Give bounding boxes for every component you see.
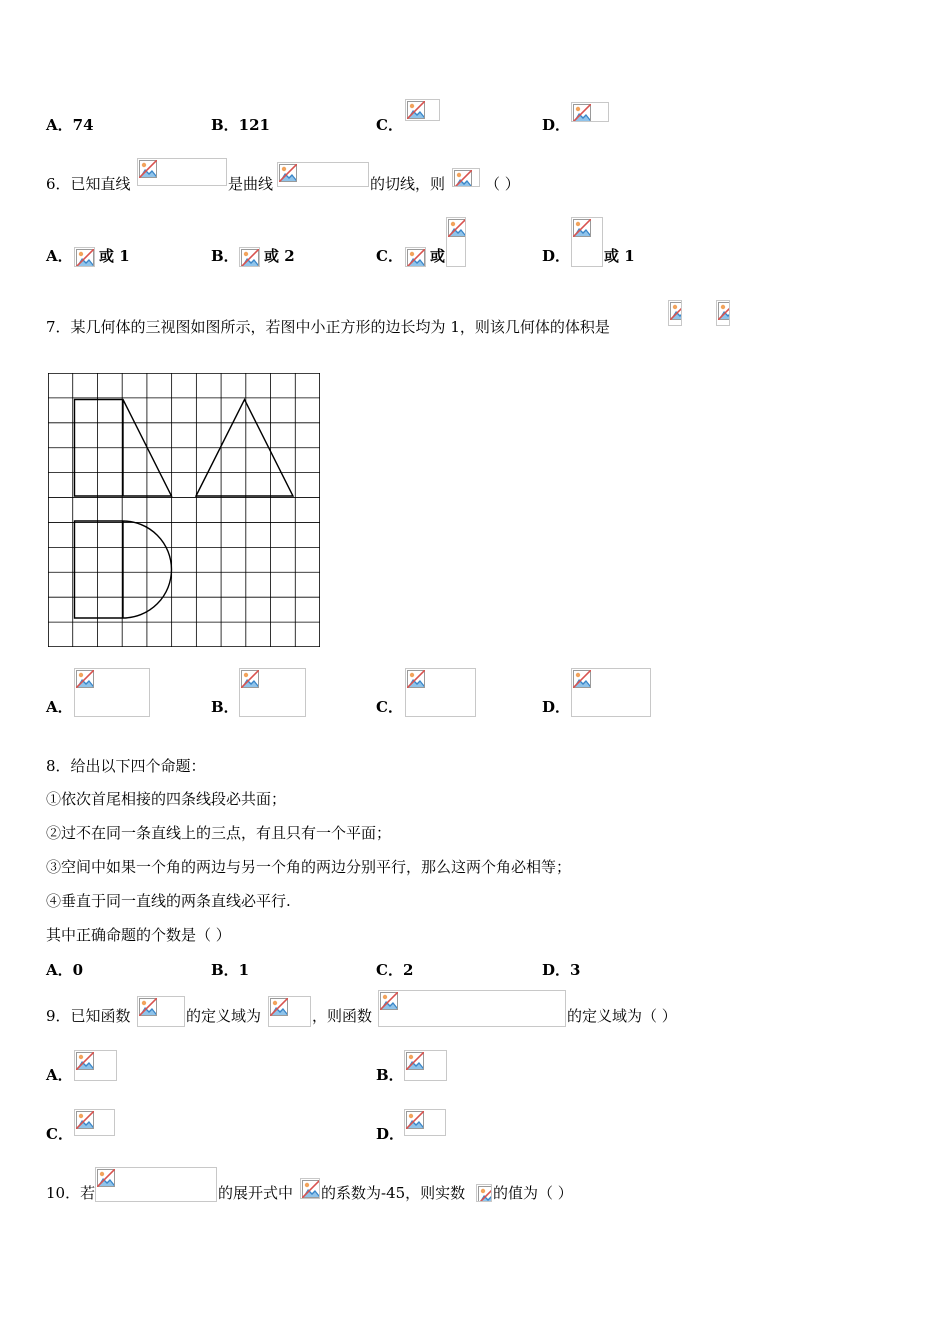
broken-image-icon: [378, 990, 566, 1027]
broken-image-icon: [476, 1184, 492, 1202]
q8-option-d: D．3: [542, 961, 581, 979]
q5-option-c: C．: [376, 116, 403, 134]
q8-item-2: ②过不在同一条直线上的三点，有且只有一个平面；: [46, 824, 392, 842]
broken-image-icon: [95, 1167, 217, 1202]
q6-stem-mid1: 是曲线: [228, 175, 274, 193]
broken-image-icon: [74, 1050, 117, 1081]
broken-image-icon: [277, 162, 369, 187]
broken-image-icon: [300, 1178, 320, 1199]
q6-stem-suffix: （ ）: [485, 175, 520, 193]
q6-stem-prefix: 6．已知直线: [46, 175, 131, 193]
broken-image-icon: [74, 1109, 115, 1136]
q6-option-b-label: B．: [211, 247, 239, 265]
q8-item-1: ①依次首尾相接的四条线段必共面；: [46, 790, 287, 808]
q6-option-c-tail: 或: [430, 247, 446, 265]
q8-question: 其中正确命题的个数是（ ）: [46, 926, 231, 944]
top-view-shape: [75, 521, 172, 618]
broken-image-icon: [404, 1050, 447, 1081]
q8-option-a: A．0: [46, 961, 84, 979]
broken-image-icon: [716, 300, 730, 326]
broken-image-icon: [452, 168, 480, 187]
broken-image-icon: [239, 247, 260, 267]
views: [75, 400, 294, 619]
q10-stem-prefix: 10．若: [46, 1184, 96, 1202]
q7-option-c: C．: [376, 698, 403, 716]
q8-item-3: ③空间中如果一个角的两边与另一个角的两边分别平行，那么这两个角必相等；: [46, 858, 572, 876]
q9-stem-suffix: 的定义域为（ ）: [567, 1007, 677, 1025]
broken-image-icon: [137, 996, 185, 1027]
grid-lines: [48, 373, 320, 647]
q9-stem-mid2: ，则函数: [312, 1007, 373, 1025]
q7-stem: 7．某几何体的三视图如图所示，若图中小正方形的边长均为 1，则该几何体的体积是: [46, 318, 610, 336]
q9-option-b: B．: [376, 1066, 404, 1084]
q5-option-d: D．: [542, 116, 571, 134]
broken-image-icon: [405, 247, 426, 267]
q6-option-b-tail: 或 2: [264, 247, 295, 265]
q10-stem-mid2: 的系数为-45，则实数: [321, 1184, 466, 1202]
q10-stem-mid1: 的展开式中: [218, 1184, 294, 1202]
broken-image-icon: [74, 668, 150, 717]
q5-option-a: A．74: [46, 116, 94, 134]
q5-option-b: B．121: [211, 116, 270, 134]
q8-option-c: C．2: [376, 961, 414, 979]
q8-item-4: ④垂直于同一直线的两条直线必平行.: [46, 892, 291, 910]
broken-image-icon: [239, 668, 306, 717]
broken-image-icon: [404, 1109, 446, 1136]
q9-stem-mid1: 的定义域为: [186, 1007, 262, 1025]
broken-image-icon: [137, 158, 227, 186]
broken-image-icon: [571, 102, 609, 122]
broken-image-icon: [405, 668, 476, 717]
q8-option-b: B．1: [211, 961, 250, 979]
three-view-grid-figure: [48, 373, 320, 647]
q7-option-a: A．: [46, 698, 73, 716]
q8-stem: 8．给出以下四个命题：: [46, 757, 206, 775]
broken-image-icon: [74, 247, 95, 267]
broken-image-icon: [571, 217, 603, 267]
q9-option-c: C．: [46, 1125, 73, 1143]
q6-option-c-label: C．: [376, 247, 403, 265]
broken-image-icon: [268, 996, 311, 1027]
q7-option-b: B．: [211, 698, 239, 716]
q10-stem-suffix: 的值为（ ）: [493, 1184, 573, 1202]
broken-image-icon: [405, 99, 440, 121]
q6-option-a-tail: 或 1: [99, 247, 130, 265]
q6-option-a-label: A．: [46, 247, 73, 265]
q6-stem-mid2: 的切线，则: [370, 175, 446, 193]
q9-stem-prefix: 9．已知函数: [46, 1007, 131, 1025]
broken-image-icon: [668, 300, 682, 326]
q6-option-d-label: D．: [542, 247, 571, 265]
q9-option-a: A．: [46, 1066, 73, 1084]
q6-option-d-tail: 或 1: [604, 247, 635, 265]
q7-option-d: D．: [542, 698, 571, 716]
broken-image-icon: [446, 217, 466, 267]
broken-image-icon: [571, 668, 651, 717]
q9-option-d: D．: [376, 1125, 405, 1143]
